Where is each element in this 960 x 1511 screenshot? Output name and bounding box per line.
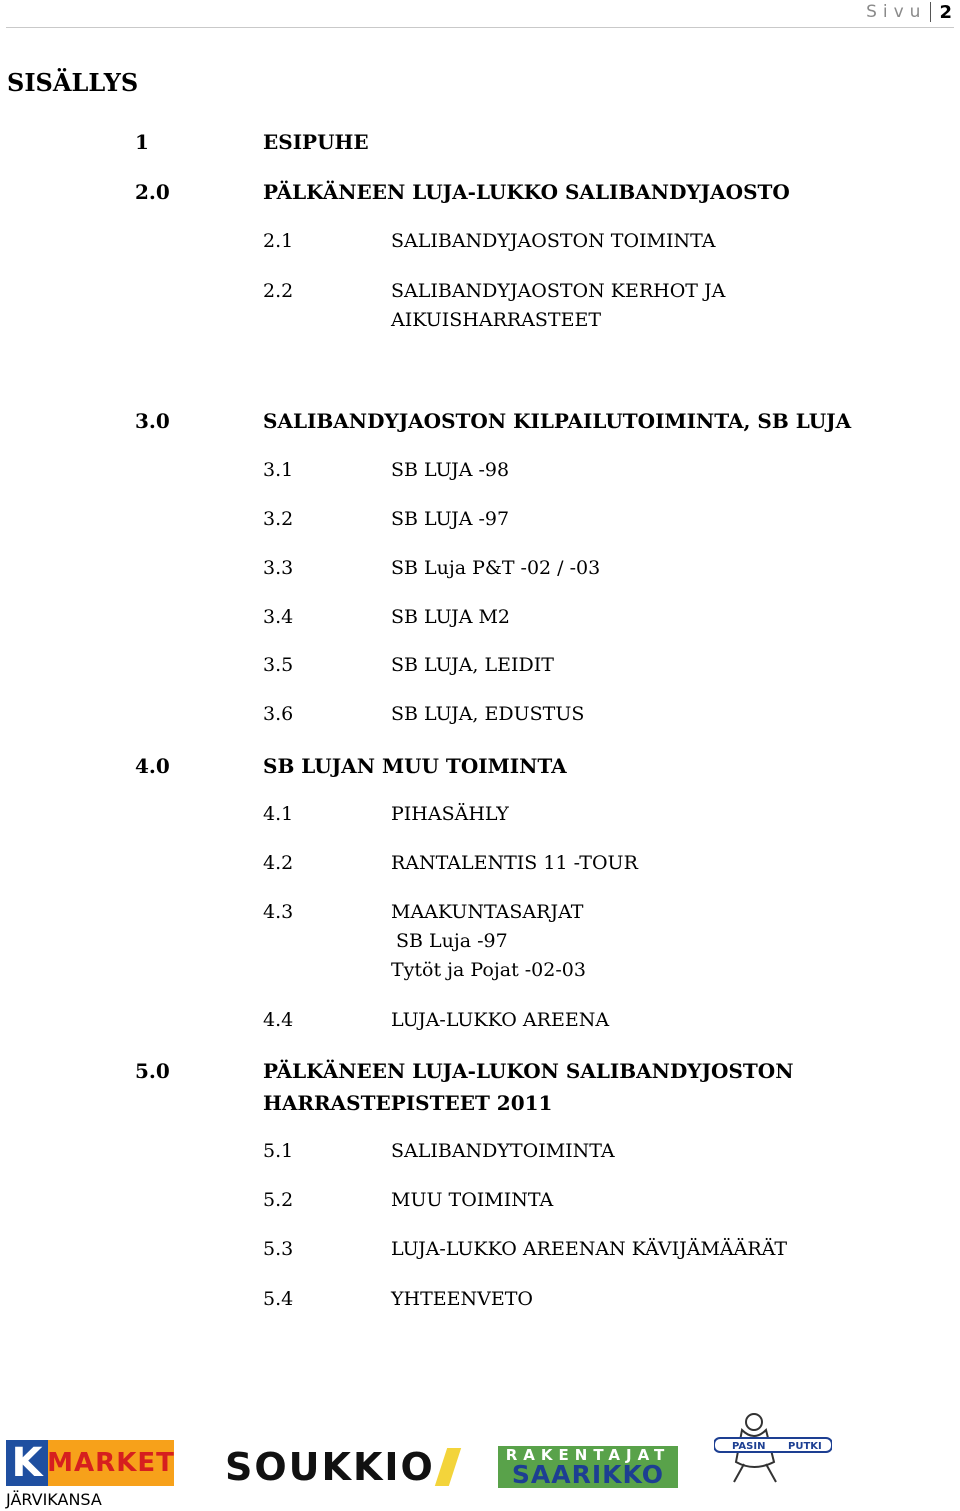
toc-number: 3.3	[263, 557, 294, 579]
toc-number: 4.3	[263, 901, 294, 923]
toc-subsection-row[interactable]	[263, 1235, 891, 1264]
toc-title: SB LUJA -98	[391, 459, 510, 481]
toc-title-block	[391, 800, 891, 829]
soukkio-wordmark: SOUKKIO	[225, 1445, 435, 1489]
toc-title-block	[391, 505, 891, 534]
toc-title: LUJA-LUKKO AREENAN KÄVIJÄMÄÄRÄT	[391, 1238, 788, 1260]
toc-number: 3.6	[263, 703, 294, 725]
kmarket-location: JÄRVIKANSA	[6, 1490, 102, 1509]
toc-title-block	[391, 554, 891, 583]
toc-title-block	[391, 603, 891, 632]
market-bar	[48, 1440, 174, 1486]
toc-number: 4.2	[263, 852, 294, 874]
toc-number: 5.0	[135, 1059, 170, 1083]
toc-title: PÄLKÄNEEN LUJA-LUKKO SALIBANDYJAOSTO	[263, 180, 790, 204]
toc-subsection-row[interactable]	[263, 1285, 891, 1314]
pasin-text: PASIN	[732, 1441, 766, 1452]
toc-title: SALIBANDYJAOSTON TOIMINTA	[391, 230, 716, 252]
toc-subsection-row[interactable]	[263, 898, 891, 985]
soukkio-logo	[225, 1445, 455, 1489]
toc-title: PÄLKÄNEEN LUJA-LUKON SALIBANDYJOSTON	[263, 1059, 794, 1083]
putki-text: PUTKI	[788, 1441, 822, 1452]
toc-number: 1	[135, 130, 149, 154]
toc-title: SB LUJA M2	[391, 606, 511, 628]
toc-title-continuation: SB Luja -97	[396, 930, 508, 952]
toc-title-block	[391, 651, 891, 680]
toc-title: SB LUJA, EDUSTUS	[391, 703, 585, 725]
page-number: 2	[939, 1, 952, 23]
toc-title: LUJA-LUKKO AREENA	[391, 1009, 610, 1031]
toc-title-block	[391, 898, 891, 985]
saarikko-top-text: RAKENTAJAT	[505, 1446, 671, 1464]
toc-subsection-row[interactable]	[263, 700, 891, 729]
soukkio-accent	[435, 1448, 461, 1486]
market-label: MARKET	[47, 1448, 175, 1478]
toc-number: 3.5	[263, 654, 294, 676]
toc-title-block	[391, 1235, 891, 1264]
toc-title-block	[391, 456, 891, 485]
toc-subsection-row[interactable]	[263, 505, 891, 534]
toc-number: 3.1	[263, 459, 294, 481]
toc-subsection-row[interactable]	[263, 554, 891, 583]
header-rule	[6, 27, 954, 28]
toc-subsection-row[interactable]	[263, 651, 891, 680]
toc-title: MUU TOIMINTA	[391, 1189, 554, 1211]
toc-title-block	[263, 405, 883, 437]
toc-title-block	[263, 176, 883, 208]
pasin-putki-logo	[714, 1412, 832, 1486]
toc-number: 2.0	[135, 180, 170, 204]
toc-title-block	[391, 1186, 891, 1215]
page-header	[866, 0, 952, 24]
toc-number: 2.1	[263, 230, 294, 252]
toc-title: YHTEENVETO	[391, 1288, 533, 1310]
toc-subsection-row[interactable]	[263, 603, 891, 632]
toc-title: SB LUJA -97	[391, 508, 510, 530]
k-letter: K	[11, 1440, 43, 1486]
toc-title: SALIBANDYJAOSTON KERHOT JA	[391, 280, 726, 302]
toc-title: PIHASÄHLY	[391, 803, 509, 825]
toc-number: 4.4	[263, 1009, 294, 1031]
toc-title: SB LUJAN MUU TOIMINTA	[263, 754, 567, 778]
pasin-putki-emblem	[714, 1412, 832, 1486]
toc-title: ESIPUHE	[263, 130, 369, 154]
toc-title-block	[263, 750, 883, 782]
toc-subsection-row[interactable]	[263, 1186, 891, 1215]
toc-number: 5.4	[263, 1288, 294, 1310]
toc-number: 5.2	[263, 1189, 294, 1211]
toc-number: 5.3	[263, 1238, 294, 1260]
toc-subsection-row[interactable]	[263, 1006, 891, 1035]
toc-section-row[interactable]	[135, 405, 883, 437]
toc-title: SALIBANDYJAOSTON KILPAILUTOIMINTA, SB LUJA	[263, 409, 852, 433]
toc-number: 3.4	[263, 606, 294, 628]
toc-title-block	[263, 126, 883, 158]
toc-title: RANTALENTIS 11 -TOUR	[391, 852, 638, 874]
toc-subsection-row[interactable]	[263, 1137, 891, 1166]
toc-section-row[interactable]	[135, 750, 883, 782]
toc-subsection-row[interactable]	[263, 456, 891, 485]
saarikko-logo	[498, 1446, 678, 1488]
page-title: SISÄLLYS	[7, 68, 139, 97]
toc-subsection-row[interactable]	[263, 800, 891, 829]
toc-subsection-row[interactable]	[263, 227, 891, 256]
toc-title-continuation: Tytöt ja Pojat -02-03	[391, 959, 586, 981]
k-letter-box	[6, 1440, 48, 1486]
toc-title-block	[391, 849, 891, 878]
saarikko-wordmark: SAARIKKO	[511, 1460, 665, 1489]
toc-title: SB Luja P&T -02 / -03	[391, 557, 601, 579]
toc-number: 2.2	[263, 280, 294, 302]
toc-section-row[interactable]	[135, 1055, 883, 1119]
header-divider	[930, 2, 931, 22]
toc-title-block	[391, 227, 891, 256]
toc-number: 4.0	[135, 754, 170, 778]
toc-title-continuation: AIKUISHARRASTEET	[391, 309, 602, 331]
toc-title-block	[263, 1055, 883, 1119]
toc-subsection-row[interactable]	[263, 849, 891, 878]
toc-number: 5.1	[263, 1140, 294, 1162]
toc-title: SB LUJA, LEIDIT	[391, 654, 554, 676]
toc-number: 3.0	[135, 409, 170, 433]
kmarket-logo	[6, 1440, 174, 1511]
toc-title-block	[391, 277, 891, 335]
toc-section-row[interactable]	[135, 176, 883, 208]
toc-subsection-row[interactable]	[263, 277, 891, 335]
toc-title-block	[391, 1006, 891, 1035]
toc-title: MAAKUNTASARJAT	[391, 901, 584, 923]
toc-number: 4.1	[263, 803, 294, 825]
toc-title-block	[391, 1137, 891, 1166]
toc-title-block	[391, 700, 891, 729]
toc-title-block	[391, 1285, 891, 1314]
toc-section-row[interactable]	[135, 126, 883, 158]
toc-title: SALIBANDYTOIMINTA	[391, 1140, 615, 1162]
toc-number: 3.2	[263, 508, 294, 530]
page-label: Sivu	[866, 2, 927, 22]
toc-title-continuation: HARRASTEPISTEET 2011	[263, 1091, 553, 1115]
